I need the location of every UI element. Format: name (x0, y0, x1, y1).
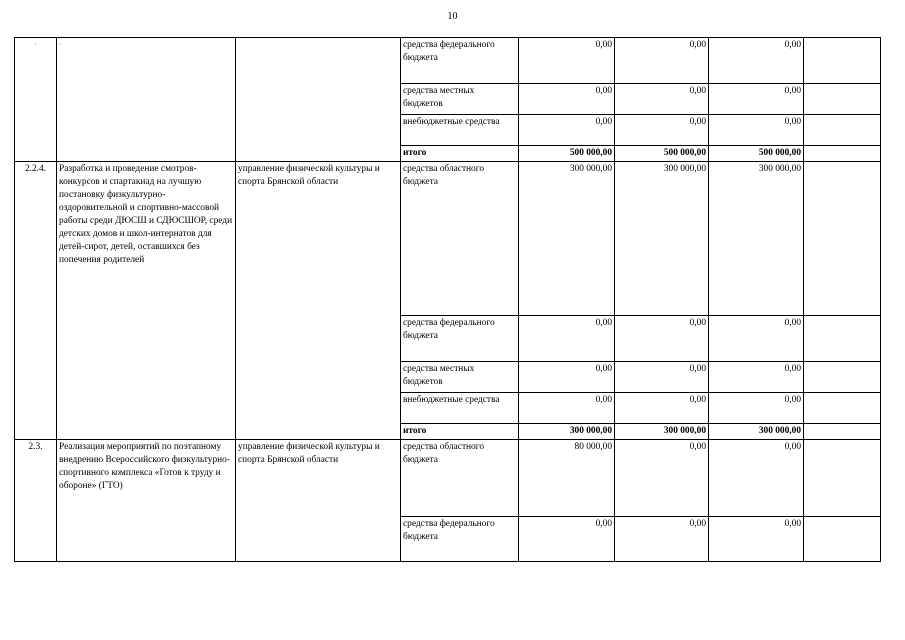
table-row (15, 161, 881, 315)
funding-source-cell: средства федерального бюджета (401, 516, 519, 561)
extra-cell (804, 84, 881, 115)
funding-source-cell: средства федерального бюджета (401, 38, 519, 84)
row-index-cell: 2.2.4. (15, 161, 57, 439)
amount-cell: 300 000,00 (615, 161, 709, 315)
amount-cell: 300 000,00 (709, 161, 804, 315)
amount-cell: 300 000,00 (519, 161, 615, 315)
amount-cell: 0,00 (709, 38, 804, 84)
budget-table (14, 37, 881, 562)
amount-cell: 500 000,00 (709, 146, 804, 162)
funding-source-cell: средства областного бюджета (401, 161, 519, 315)
amount-cell: 0,00 (519, 392, 615, 423)
extra-cell (804, 161, 881, 315)
amount-cell: 500 000,00 (615, 146, 709, 162)
amount-cell: 300 000,00 (615, 423, 709, 439)
amount-cell: 0,00 (709, 392, 804, 423)
extra-cell (804, 115, 881, 146)
funding-source-cell: итого (401, 423, 519, 439)
amount-cell: 0,00 (615, 115, 709, 146)
amount-cell: 300 000,00 (519, 423, 615, 439)
extra-cell (804, 392, 881, 423)
amount-cell: 500 000,00 (519, 146, 615, 162)
executor-cell: управление физической культуры и спорта Брянской области (236, 161, 401, 439)
amount-cell: 0,00 (709, 315, 804, 361)
amount-cell: 0,00 (709, 115, 804, 146)
amount-cell: 0,00 (615, 516, 709, 561)
funding-source-cell: внебюджетные средства (401, 392, 519, 423)
extra-cell (804, 146, 881, 162)
extra-cell (804, 315, 881, 361)
page-number: 10 (447, 11, 458, 22)
extra-cell (804, 516, 881, 561)
event-name-cell: Реализация мероприятий по поэтапному внедрению Всероссийского физкультурно-спортивного комплекса «Готов к труду и обороне» (ГТО) (57, 439, 236, 561)
executor-cell (236, 38, 401, 162)
amount-cell: 0,00 (615, 84, 709, 115)
event-name-cell: Разработка и проведение смотров-конкурсов и спартакиад на лучшую постановку физкультурно-оздоровительной и спортивно-массовой работы среди ДЮСШ и СДЮСШОР, среди детских домов и школ-интернатов для детей-сирот, детей, оставшихся без попечения родителей (57, 161, 236, 439)
amount-cell: 0,00 (709, 361, 804, 392)
amount-cell: 0,00 (519, 115, 615, 146)
amount-cell: 0,00 (615, 38, 709, 84)
executor-cell: управление физической культуры и спорта Брянской области (236, 439, 401, 561)
funding-source-cell: итого (401, 146, 519, 162)
funding-source-cell: средства областного бюджета (401, 439, 519, 516)
row-index-cell: 2.3. (15, 439, 57, 561)
amount-cell: 0,00 (615, 439, 709, 516)
amount-cell: 0,00 (615, 392, 709, 423)
amount-cell: 0,00 (615, 315, 709, 361)
table-row (15, 38, 881, 84)
amount-cell: 0,00 (519, 315, 615, 361)
amount-cell: 0,00 (519, 361, 615, 392)
amount-cell: 0,00 (519, 38, 615, 84)
amount-cell: 0,00 (615, 361, 709, 392)
extra-cell (804, 38, 881, 84)
amount-cell: 0,00 (519, 84, 615, 115)
extra-cell (804, 439, 881, 516)
table-row (15, 439, 881, 516)
row-index-cell: · (15, 38, 57, 162)
funding-source-cell: средства местных бюджетов (401, 84, 519, 115)
amount-cell: 300 000,00 (709, 423, 804, 439)
amount-cell: 0,00 (709, 439, 804, 516)
event-name-cell: · (57, 38, 236, 162)
funding-source-cell: средства федерального бюджета (401, 315, 519, 361)
extra-cell (804, 361, 881, 392)
extra-cell (804, 423, 881, 439)
amount-cell: 0,00 (709, 516, 804, 561)
funding-source-cell: средства местных бюджетов (401, 361, 519, 392)
amount-cell: 0,00 (519, 516, 615, 561)
funding-source-cell: внебюджетные средства (401, 115, 519, 146)
amount-cell: 80 000,00 (519, 439, 615, 516)
amount-cell: 0,00 (709, 84, 804, 115)
